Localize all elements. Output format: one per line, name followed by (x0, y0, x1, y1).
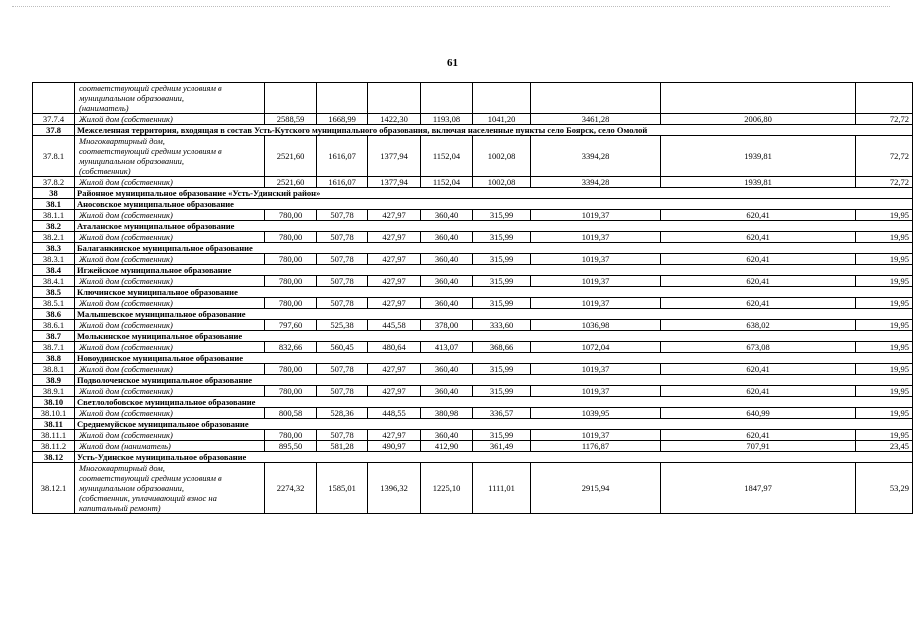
row-description (75, 136, 265, 177)
value-cell: 800,58 (265, 408, 317, 419)
value-cell (473, 83, 531, 114)
value-cell: 1002,08 (473, 136, 531, 177)
value-cell: 620,41 (661, 232, 856, 243)
section-header-row (33, 353, 913, 364)
value-cell (368, 83, 421, 114)
value-cell: 413,07 (421, 342, 473, 353)
value-cell: 1668,99 (317, 114, 368, 125)
value-cell: 1193,08 (421, 114, 473, 125)
value-cell: 1176,87 (531, 441, 661, 452)
section-title: Игжейское муниципальное образование (75, 265, 913, 276)
section-header-row (33, 221, 913, 232)
value-cell: 1019,37 (531, 254, 661, 265)
value-cell: 1036,98 (531, 320, 661, 331)
row-code: 38.11.2 (33, 441, 75, 452)
value-cell: 780,00 (265, 386, 317, 397)
value-cell: 780,00 (265, 210, 317, 221)
value-cell: 1616,07 (317, 136, 368, 177)
description-line: (собственник, уплачивающий взнос на (79, 493, 217, 503)
value-cell: 1019,37 (531, 298, 661, 309)
value-cell: 507,78 (317, 232, 368, 243)
value-cell: 2588,59 (265, 114, 317, 125)
description-line: капитальный ремонт) (79, 503, 161, 513)
section-title: Аталанское муниципальное образование (75, 221, 913, 232)
section-title: Балаганкинское муниципальное образование (75, 243, 913, 254)
value-cell: 23,45 (856, 441, 913, 452)
value-cell: 368,66 (473, 342, 531, 353)
value-cell: 780,00 (265, 430, 317, 441)
value-cell: 620,41 (661, 210, 856, 221)
description-line: Жилой дом (собственник) (79, 364, 173, 374)
value-cell: 1377,94 (368, 136, 421, 177)
value-cell: 427,97 (368, 254, 421, 265)
value-cell: 507,78 (317, 430, 368, 441)
value-cell: 378,00 (421, 320, 473, 331)
page-top-rule (12, 6, 890, 7)
value-cell: 1585,01 (317, 463, 368, 514)
value-cell: 360,40 (421, 254, 473, 265)
description-line: Жилой дом (собственник) (79, 276, 173, 286)
table-row (33, 210, 913, 221)
value-cell: 1111,01 (473, 463, 531, 514)
row-description (75, 364, 265, 375)
value-cell: 507,78 (317, 386, 368, 397)
row-description (75, 177, 265, 188)
row-description (75, 342, 265, 353)
section-header-row (33, 243, 913, 254)
value-cell: 1616,07 (317, 177, 368, 188)
description-line: Жилой дом (собственник) (79, 114, 173, 124)
row-code: 38.2.1 (33, 232, 75, 243)
row-code (33, 83, 75, 114)
description-line: Жилой дом (собственник) (79, 210, 173, 220)
value-cell: 427,97 (368, 430, 421, 441)
value-cell: 315,99 (473, 254, 531, 265)
value-cell: 360,40 (421, 298, 473, 309)
value-cell: 427,97 (368, 386, 421, 397)
row-description (75, 83, 265, 114)
section-title: Межселенная территория, входящая в состав Усть-Кутского муниципального образования, включая населенные пункты село Боярск, село Омолой (75, 125, 913, 136)
section-code: 38.9 (33, 375, 75, 386)
table-row (33, 177, 913, 188)
value-cell: 19,95 (856, 430, 913, 441)
value-cell: 3394,28 (531, 136, 661, 177)
section-title: Новоудинское муниципальное образование (75, 353, 913, 364)
value-cell: 19,95 (856, 210, 913, 221)
row-description (75, 232, 265, 243)
description-line: Жилой дом (собственник) (79, 430, 173, 440)
value-cell: 1939,81 (661, 136, 856, 177)
value-cell: 1152,04 (421, 136, 473, 177)
row-code: 38.12.1 (33, 463, 75, 514)
value-cell: 315,99 (473, 210, 531, 221)
value-cell: 19,95 (856, 386, 913, 397)
description-line: (наниматель) (79, 103, 129, 113)
value-cell: 620,41 (661, 254, 856, 265)
value-cell: 1019,37 (531, 276, 661, 287)
section-code: 38.4 (33, 265, 75, 276)
value-cell: 780,00 (265, 298, 317, 309)
section-code: 38.11 (33, 419, 75, 430)
value-cell: 638,02 (661, 320, 856, 331)
value-cell: 427,97 (368, 210, 421, 221)
row-code: 38.3.1 (33, 254, 75, 265)
page-number: 61 (447, 57, 458, 69)
row-code: 38.9.1 (33, 386, 75, 397)
value-cell: 1019,37 (531, 364, 661, 375)
table-row (33, 114, 913, 125)
value-cell: 380,98 (421, 408, 473, 419)
section-title: Ключинское муниципальное образование (75, 287, 913, 298)
value-cell: 620,41 (661, 386, 856, 397)
continued-row (33, 83, 913, 114)
row-description (75, 114, 265, 125)
value-cell: 507,78 (317, 254, 368, 265)
row-code: 38.11.1 (33, 430, 75, 441)
row-code: 38.1.1 (33, 210, 75, 221)
value-cell: 360,40 (421, 210, 473, 221)
value-cell: 832,66 (265, 342, 317, 353)
row-code: 38.8.1 (33, 364, 75, 375)
value-cell: 1422,30 (368, 114, 421, 125)
value-cell: 507,78 (317, 298, 368, 309)
table-row (33, 408, 913, 419)
value-cell: 507,78 (317, 210, 368, 221)
description-line: Многоквартирный дом, (79, 136, 165, 146)
row-description (75, 298, 265, 309)
value-cell: 19,95 (856, 342, 913, 353)
value-cell: 336,57 (473, 408, 531, 419)
row-code: 37.7.4 (33, 114, 75, 125)
value-cell: 640,99 (661, 408, 856, 419)
table-row (33, 320, 913, 331)
value-cell: 1072,04 (531, 342, 661, 353)
section-code: 38.7 (33, 331, 75, 342)
value-cell: 780,00 (265, 232, 317, 243)
table-row (33, 136, 913, 177)
section-header-row (33, 452, 913, 463)
value-cell: 19,95 (856, 276, 913, 287)
value-cell: 3394,28 (531, 177, 661, 188)
value-cell: 19,95 (856, 254, 913, 265)
row-description (75, 386, 265, 397)
value-cell: 620,41 (661, 364, 856, 375)
value-cell: 707,91 (661, 441, 856, 452)
row-description (75, 430, 265, 441)
value-cell: 1019,37 (531, 430, 661, 441)
value-cell: 620,41 (661, 276, 856, 287)
value-cell: 780,00 (265, 364, 317, 375)
value-cell: 507,78 (317, 276, 368, 287)
value-cell: 780,00 (265, 276, 317, 287)
section-header-row (33, 287, 913, 298)
value-cell: 797,60 (265, 320, 317, 331)
value-cell: 1019,37 (531, 232, 661, 243)
description-line: Жилой дом (собственник) (79, 177, 173, 187)
row-description (75, 463, 265, 514)
value-cell: 525,38 (317, 320, 368, 331)
value-cell: 361,49 (473, 441, 531, 452)
table-row (33, 298, 913, 309)
value-cell (531, 83, 661, 114)
value-cell: 315,99 (473, 386, 531, 397)
table-row (33, 364, 913, 375)
row-code: 38.5.1 (33, 298, 75, 309)
value-cell (317, 83, 368, 114)
value-cell: 427,97 (368, 232, 421, 243)
section-code: 38 (33, 188, 75, 199)
section-header-row (33, 188, 913, 199)
value-cell: 1377,94 (368, 177, 421, 188)
value-cell: 1019,37 (531, 210, 661, 221)
section-code: 38.6 (33, 309, 75, 320)
value-cell: 780,00 (265, 254, 317, 265)
description-line: Жилой дом (собственник) (79, 320, 173, 330)
row-description (75, 254, 265, 265)
row-code: 37.8.2 (33, 177, 75, 188)
value-cell: 445,58 (368, 320, 421, 331)
value-cell: 315,99 (473, 298, 531, 309)
section-title: Усть-Удинское муниципальное образование (75, 452, 913, 463)
row-code: 38.7.1 (33, 342, 75, 353)
value-cell: 2521,60 (265, 136, 317, 177)
value-cell: 427,97 (368, 298, 421, 309)
value-cell: 19,95 (856, 232, 913, 243)
section-code: 38.2 (33, 221, 75, 232)
value-cell: 1152,04 (421, 177, 473, 188)
value-cell: 360,40 (421, 386, 473, 397)
value-cell: 1225,10 (421, 463, 473, 514)
value-cell: 412,90 (421, 441, 473, 452)
section-header-row (33, 265, 913, 276)
value-cell: 1041,20 (473, 114, 531, 125)
description-line: Жилой дом (собственник) (79, 298, 173, 308)
table-row (33, 386, 913, 397)
value-cell: 1039,95 (531, 408, 661, 419)
row-description (75, 276, 265, 287)
value-cell: 448,55 (368, 408, 421, 419)
value-cell: 2521,60 (265, 177, 317, 188)
row-description (75, 408, 265, 419)
section-title: Среднемуйское муниципальное образование (75, 419, 913, 430)
section-code: 38.5 (33, 287, 75, 298)
value-cell: 315,99 (473, 232, 531, 243)
description-line: Многоквартирный дом, (79, 463, 165, 473)
value-cell (856, 83, 913, 114)
row-code: 38.6.1 (33, 320, 75, 331)
section-title: Районное муниципальное образование «Усть-Удинский район» (75, 188, 913, 199)
section-title: Светлолобовское муниципальное образование (75, 397, 913, 408)
value-cell: 427,97 (368, 364, 421, 375)
value-cell: 1847,97 (661, 463, 856, 514)
value-cell: 1939,81 (661, 177, 856, 188)
value-cell: 72,72 (856, 114, 913, 125)
value-cell: 507,78 (317, 364, 368, 375)
value-cell: 2274,32 (265, 463, 317, 514)
table-row (33, 463, 913, 514)
section-header-row (33, 419, 913, 430)
value-cell: 19,95 (856, 320, 913, 331)
section-code: 38.10 (33, 397, 75, 408)
value-cell: 2915,94 (531, 463, 661, 514)
value-cell: 581,28 (317, 441, 368, 452)
value-cell: 333,60 (473, 320, 531, 331)
description-line: Жилой дом (собственник) (79, 386, 173, 396)
value-cell: 560,45 (317, 342, 368, 353)
value-cell: 1396,32 (368, 463, 421, 514)
value-cell: 620,41 (661, 298, 856, 309)
description-line: муниципальном образовании, (79, 156, 185, 166)
value-cell: 19,95 (856, 298, 913, 309)
table-row (33, 232, 913, 243)
section-header-row (33, 309, 913, 320)
section-code: 38.12 (33, 452, 75, 463)
row-code: 37.8.1 (33, 136, 75, 177)
value-cell: 3461,28 (531, 114, 661, 125)
section-code: 38.8 (33, 353, 75, 364)
value-cell: 1019,37 (531, 386, 661, 397)
section-title: Подволоченское муниципальное образование (75, 375, 913, 386)
section-code: 38.1 (33, 199, 75, 210)
tariff-table (32, 82, 913, 514)
description-line: (собственник) (79, 166, 131, 176)
description-line: соответствующий средним условиям в (79, 146, 222, 156)
value-cell (661, 83, 856, 114)
value-cell: 673,08 (661, 342, 856, 353)
description-line: соответствующий средним условиям в (79, 473, 222, 483)
description-line: соответствующий средним условиям в (79, 83, 222, 93)
row-description (75, 441, 265, 452)
section-code: 37.8 (33, 125, 75, 136)
table-row (33, 430, 913, 441)
value-cell: 315,99 (473, 364, 531, 375)
section-header-row (33, 199, 913, 210)
value-cell: 360,40 (421, 232, 473, 243)
value-cell: 315,99 (473, 276, 531, 287)
table-row (33, 276, 913, 287)
value-cell (421, 83, 473, 114)
table-body (33, 83, 913, 514)
description-line: муниципальном образовании, (79, 483, 185, 493)
value-cell: 360,40 (421, 430, 473, 441)
value-cell: 72,72 (856, 136, 913, 177)
section-header-row (33, 331, 913, 342)
description-line: Жилой дом (собственник) (79, 254, 173, 264)
value-cell: 360,40 (421, 276, 473, 287)
row-code: 38.4.1 (33, 276, 75, 287)
value-cell: 315,99 (473, 430, 531, 441)
row-code: 38.10.1 (33, 408, 75, 419)
value-cell: 53,29 (856, 463, 913, 514)
value-cell: 19,95 (856, 364, 913, 375)
row-description (75, 320, 265, 331)
value-cell: 427,97 (368, 276, 421, 287)
section-code: 38.3 (33, 243, 75, 254)
row-description (75, 210, 265, 221)
section-title: Молькинское муниципальное образование (75, 331, 913, 342)
table-row (33, 342, 913, 353)
section-header-row (33, 397, 913, 408)
description-line: Жилой дом (наниматель) (79, 441, 171, 451)
table-row (33, 441, 913, 452)
value-cell (265, 83, 317, 114)
value-cell: 2006,80 (661, 114, 856, 125)
section-title: Аносовское муниципальное образование (75, 199, 913, 210)
description-line: Жилой дом (собственник) (79, 408, 173, 418)
description-line: муниципальном образовании, (79, 93, 185, 103)
value-cell: 1002,08 (473, 177, 531, 188)
value-cell: 528,36 (317, 408, 368, 419)
value-cell: 480,64 (368, 342, 421, 353)
section-title: Малышевское муниципальное образование (75, 309, 913, 320)
value-cell: 490,97 (368, 441, 421, 452)
value-cell: 620,41 (661, 430, 856, 441)
value-cell: 19,95 (856, 408, 913, 419)
table-row (33, 254, 913, 265)
value-cell: 360,40 (421, 364, 473, 375)
value-cell: 72,72 (856, 177, 913, 188)
section-header-row (33, 125, 913, 136)
section-header-row (33, 375, 913, 386)
description-line: Жилой дом (собственник) (79, 342, 173, 352)
description-line: Жилой дом (собственник) (79, 232, 173, 242)
value-cell: 895,50 (265, 441, 317, 452)
